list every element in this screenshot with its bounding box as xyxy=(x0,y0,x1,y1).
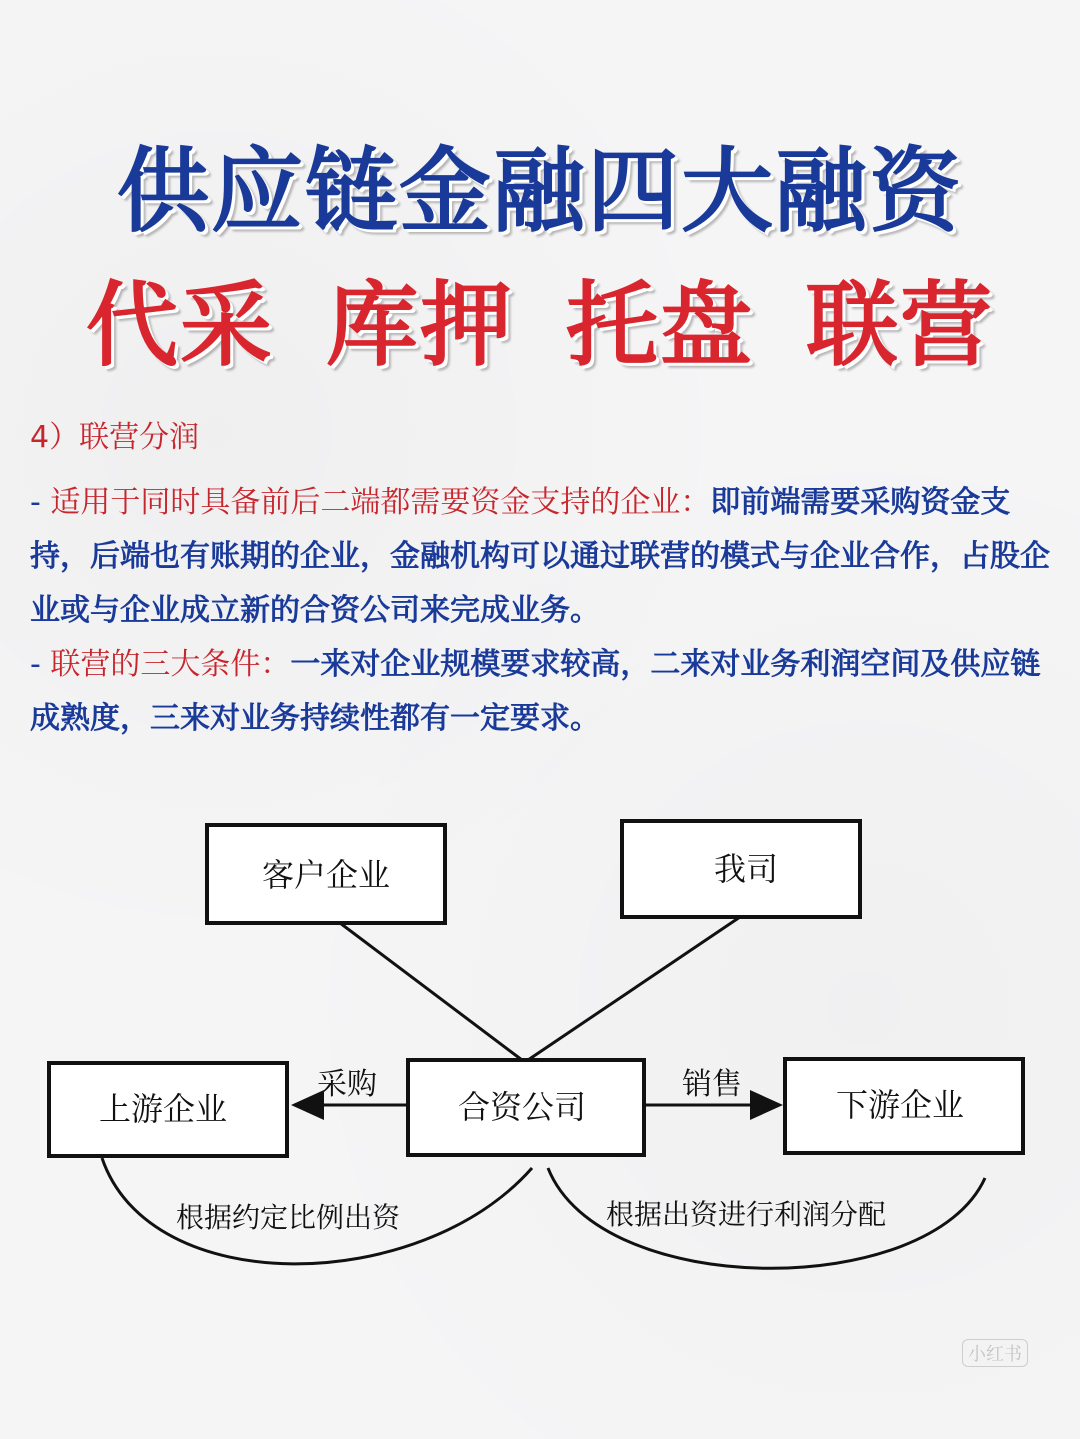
node-downstream xyxy=(785,1059,1023,1153)
dash-mark: - xyxy=(30,485,51,520)
node-us-label: 我司 xyxy=(713,850,779,888)
edge-purchase-label: 采购 xyxy=(317,1067,377,1102)
paragraph-conditions xyxy=(30,638,1055,746)
node-jv xyxy=(408,1060,644,1155)
edge-right-arc-label: 根据出资进行利润分配 xyxy=(605,1198,887,1231)
node-us xyxy=(622,821,860,917)
main-title: 供应链金融四大融资 xyxy=(116,138,963,245)
section-heading: 4）联营分润 xyxy=(30,420,200,455)
watermark-badge: 小红书 xyxy=(962,1339,1028,1367)
node-client-label: 客户企业 xyxy=(261,856,391,894)
node-jv-label: 合资公司 xyxy=(457,1088,587,1126)
dash-mark: - xyxy=(30,647,51,682)
paragraph-highlight: 联营的三大条件： xyxy=(50,647,291,682)
paragraph-body: 即前端需要采购资金支持，后端也有账期的企业，金融机构可以通过联营的模式与企业合作，占股企业或与企业成立新的合资公司来完成业务。 xyxy=(30,485,1050,628)
joint-venture-diagram xyxy=(0,780,1080,1340)
connector-client-jv xyxy=(340,923,522,1060)
paragraph-highlight: 适用于同时具备前后二端都需要资金支持的企业： xyxy=(50,485,711,520)
paragraph-applicable xyxy=(30,476,1055,638)
connector-us-jv xyxy=(528,917,740,1060)
sub-title: 代采 库押 托盘 联营 xyxy=(85,272,995,379)
node-client xyxy=(207,825,445,923)
node-downstream-label: 下游企业 xyxy=(835,1086,965,1124)
paragraph-body: 一来对企业规模要求较高，二来对业务利润空间及供应链成熟度，三来对业务持续性都有一定要求。 xyxy=(30,647,1041,736)
edge-sales-label: 销售 xyxy=(682,1067,742,1102)
node-upstream xyxy=(49,1063,287,1156)
node-upstream-label: 上游企业 xyxy=(98,1090,228,1128)
edge-left-arc-label: 根据约定比例出资 xyxy=(175,1201,401,1234)
